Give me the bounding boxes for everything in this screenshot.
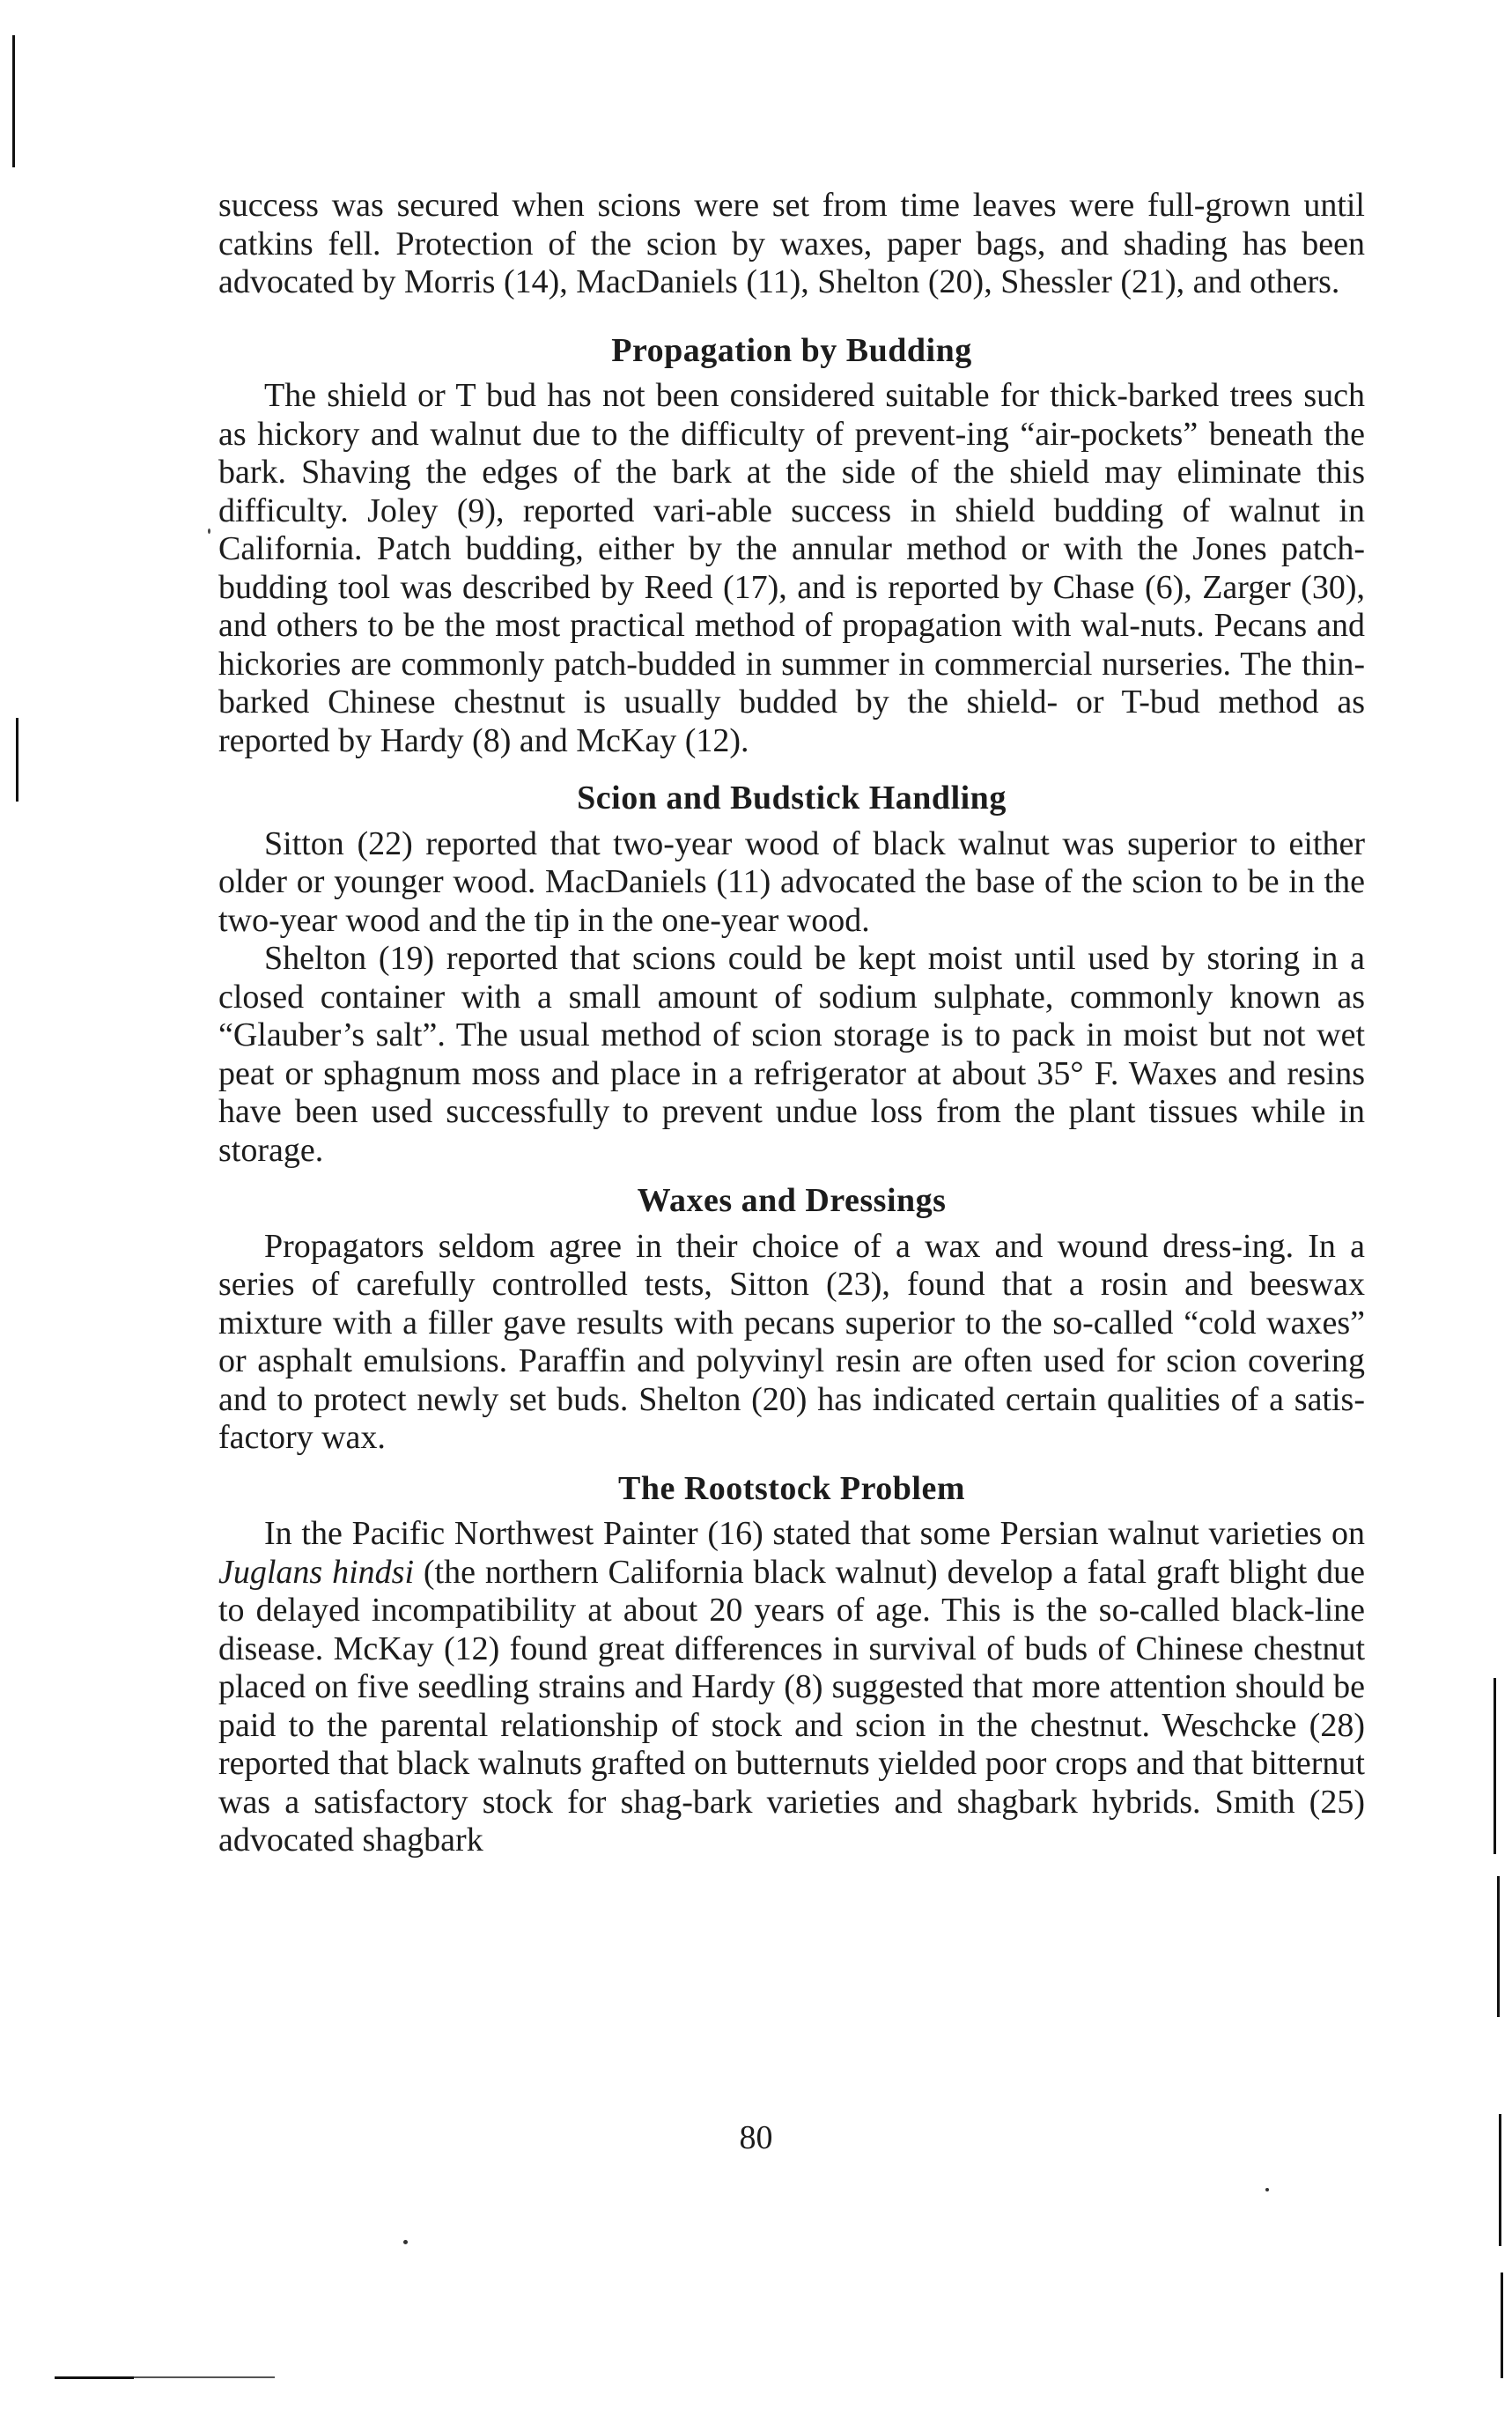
rootstock-text-start: In the Pacific Northwest Painter (16) stated that some Persian walnut varieties on <box>264 1515 1365 1552</box>
paragraph-waxes: Propagators seldom agree in their choice of a wax and wound dress-ing. In a series of carefully controlled tests, Sitton (23), found that a rosin and beeswax mixture with a filler gave results with pecans superior to the so-called “cold waxes” or asphalt emulsions. Paraffin and polyvinyl resin are often used for scion covering and to protect newly set buds. Shelton (20) has indicated certain qualities of a satis-factory wax. <box>218 1227 1365 1456</box>
scan-bottom-edge-line-dark <box>55 2376 134 2379</box>
scan-margin-mark-right-1 <box>1494 1678 1496 1854</box>
paragraph-scion-wood: Sitton (22) reported that two-year wood of black walnut was superior to either older or younger wood. MacDaniels (11) advocated the base of the scion to be in the two-year wood and the tip in the one-year wood. <box>218 824 1365 939</box>
heading-rootstock-problem: The Rootstock Problem <box>618 1469 965 1507</box>
heading-propagation-by-budding: Propagation by Budding <box>611 331 972 369</box>
scan-margin-mark-right-4 <box>1501 2272 1503 2378</box>
rootstock-text-end: (the northern California black walnut) develop a fatal graft blight due to delayed incompatibility at about 20 years of age. This is the so-called black-line disease. McKay (12) found great differences in survival of buds of Chinese chestnut placed on five seedling strains and Hardy (8) suggested that more attention should be paid to the parental relationship of stock and scion in the chestnut. Weschcke (28) reported that black walnuts grafted on butternuts yielded poor crops and that bitternut was a satisfactory stock for shag-bark varieties and shagbark hybrids. Smith (25) advocated shagbark <box>218 1553 1365 1859</box>
scan-speck-2 <box>1265 2188 1269 2191</box>
paragraph-intro: success was secured when scions were set from time leaves were full-grown until catkins fell. Protection of the scion by waxes, paper bags, and shading has been advocated by Morris (14), MacDaniels (11), Shelton (20), Shessler (21), and others. <box>218 187 1365 300</box>
page-number: 80 <box>739 2119 773 2156</box>
heading-scion-budstick-handling: Scion and Budstick Handling <box>577 780 1007 817</box>
scan-margin-mark-right-2 <box>1497 1876 1500 2017</box>
species-name-italic: Juglans hindsi <box>218 1553 415 1591</box>
scan-margin-mark-mid-left <box>16 718 18 802</box>
body-text <box>218 187 1365 1860</box>
scan-margin-mark-top-left <box>12 35 15 167</box>
paragraph-rootstock <box>218 1515 1365 1860</box>
paragraph-budding: The shield or T bud has not been considered suitable for thick-barked trees such as hickory and walnut due to the difficulty of prevent-ing “air-pockets” beneath the bark. Shaving the edges of the bark at the side of the shield may eliminate this difficulty. Joley (9), reported vari-able success in shield budding of walnut in California. Patch budding, either by the annular method or with the Jones patch-budding tool was described by Reed (17), and is reported by Chase (6), Zarger (30), and others to be the most practical method of propagation with wal-nuts. Pecans and hickories are commonly patch-budded in summer in commercial nurseries. The thin-barked Chinese chestnut is usually budded by the shield- or T-bud method as reported by Hardy (8) and McKay (12). <box>218 377 1365 759</box>
heading-waxes-and-dressings: Waxes and Dressings <box>637 1182 947 1219</box>
scan-speck-4 <box>208 528 210 534</box>
scan-speck-1 <box>403 2240 408 2244</box>
paragraph-scion-storage: Shelton (19) reported that scions could be kept moist until used by storing in a closed container with a small amount of sodium sulphate, commonly known as “Glauber’s salt”. The usual method of scion storage is to pack in moist but not wet peat or sphagnum moss and place in a refrigerator at about 35° F. Waxes and resins have been used successfully to prevent undue loss from the plant tissues while in storage. <box>218 940 1365 1169</box>
